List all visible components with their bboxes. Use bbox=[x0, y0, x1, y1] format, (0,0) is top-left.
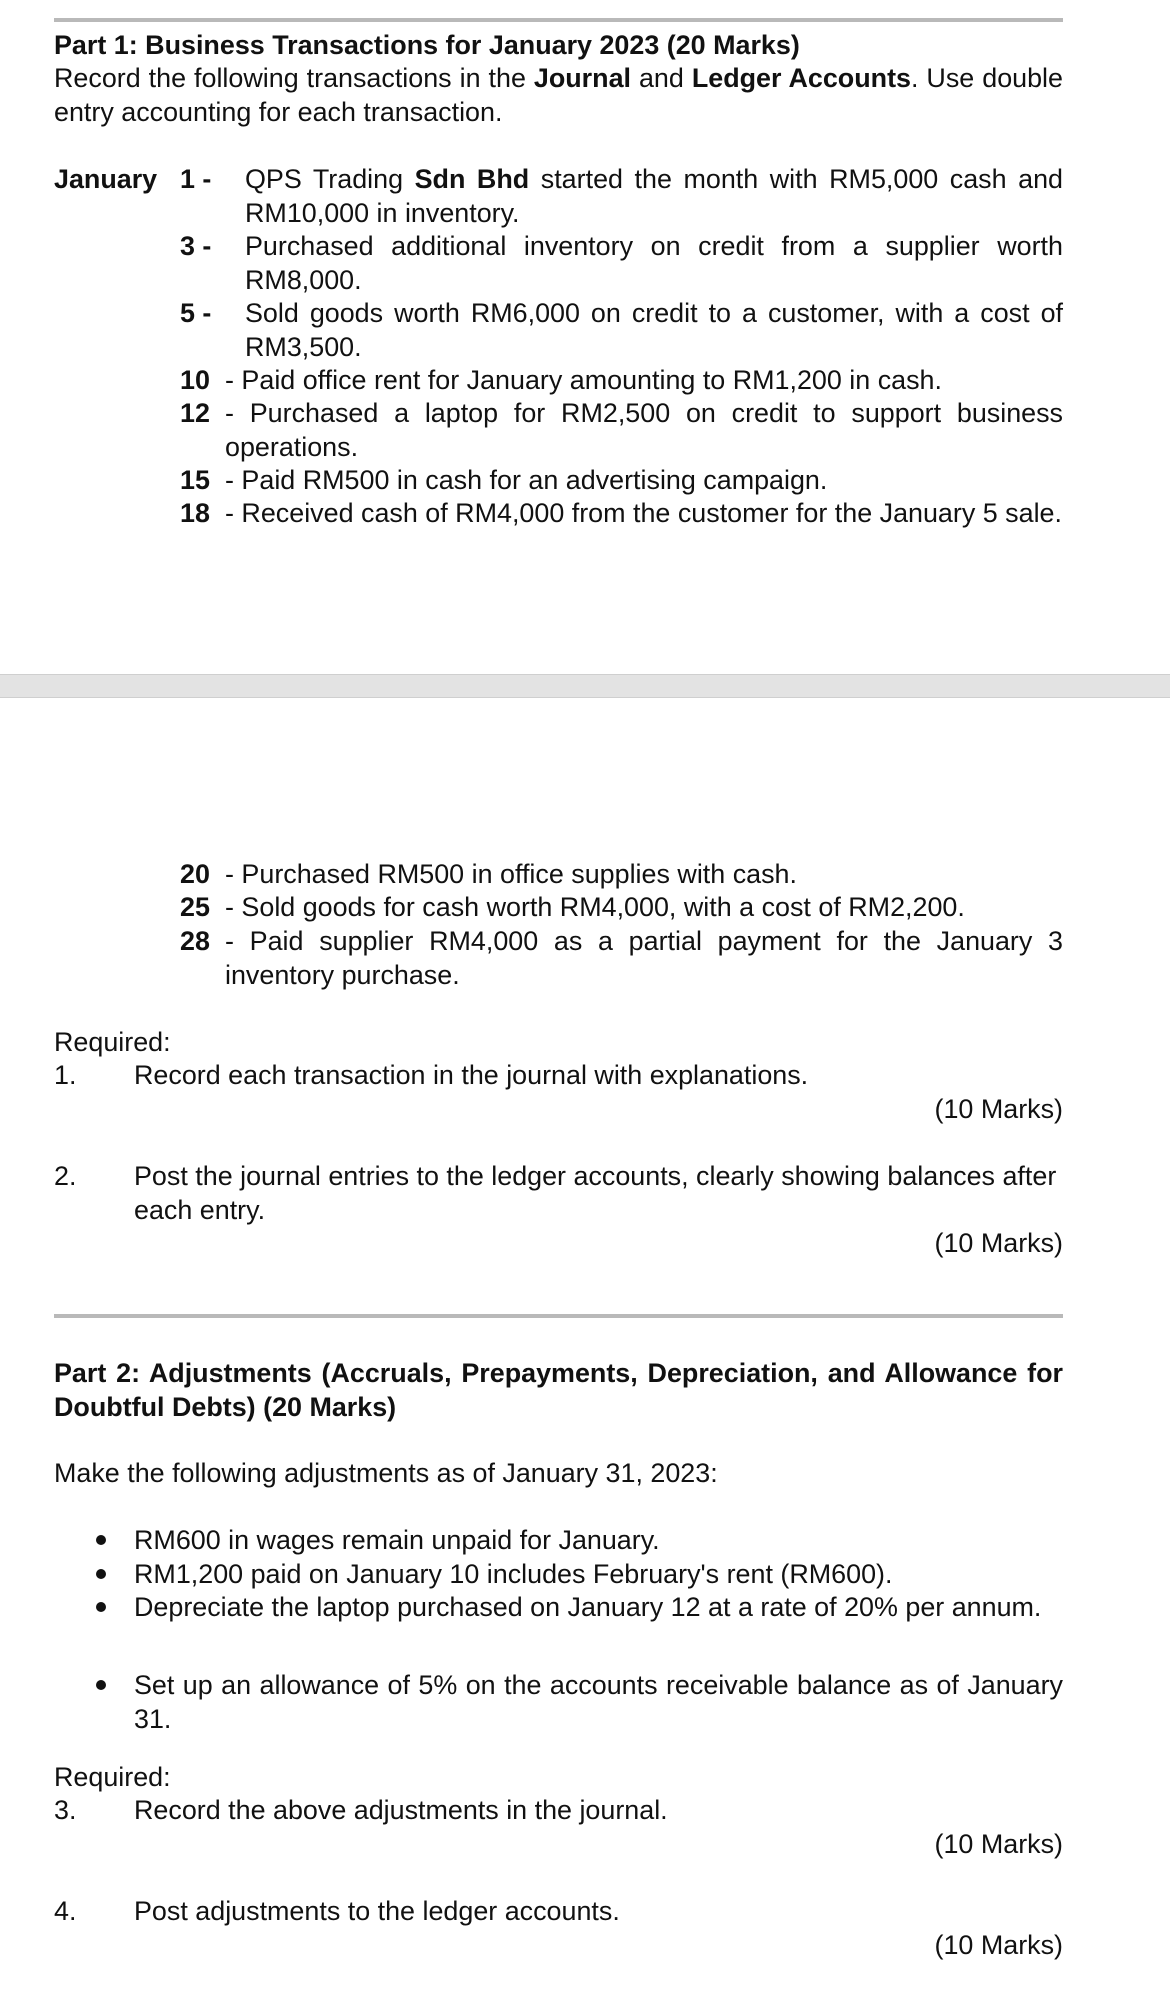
q1-marks: (10 Marks) bbox=[934, 1094, 1063, 1124]
page-break bbox=[0, 674, 1170, 698]
q1-text: Record each transaction in the journal with explanations. bbox=[134, 1060, 809, 1090]
t1-post: started the month with RM5,000 cash and RM10,000 in inventory. bbox=[245, 164, 1064, 228]
adjustment-item: Depreciate the laptop purchased on January 12 at a rate of 20% per annum. bbox=[134, 1592, 1042, 1622]
transaction-12: - Purchased a laptop for RM2,500 on credit to support business operations. bbox=[225, 398, 1063, 462]
transaction-5: Sold goods worth RM6,000 on credit to a customer, with a cost of RM3,500. bbox=[245, 298, 1063, 362]
intro-ledger-bold: Ledger Accounts bbox=[691, 63, 911, 93]
intro-text-pre: Record the following transactions in the bbox=[54, 63, 534, 93]
q4-marks: (10 Marks) bbox=[934, 1930, 1063, 1960]
q2-number: 2. bbox=[54, 1161, 77, 1191]
part1-title: Part 1: Business Transactions for January 2023 (20 Marks) bbox=[54, 30, 800, 60]
part2-required-label: Required: bbox=[54, 1762, 171, 1792]
day-3: 3 - bbox=[180, 231, 212, 261]
adjustment-item: RM600 in wages remain unpaid for January. bbox=[134, 1525, 660, 1555]
transaction-1 bbox=[245, 163, 1063, 230]
section-divider bbox=[54, 1314, 1063, 1318]
day-28: 28 bbox=[180, 926, 210, 956]
adjustment-item: RM1,200 paid on January 10 includes February's rent (RM600). bbox=[134, 1559, 893, 1589]
q1-number: 1. bbox=[54, 1060, 77, 1090]
q2-text: Post the journal entries to the ledger accounts, clearly showing balances after each entry. bbox=[134, 1161, 1057, 1225]
bullet-icon bbox=[96, 1602, 106, 1612]
top-divider bbox=[54, 18, 1063, 22]
transaction-25: - Sold goods for cash worth RM4,000, with a cost of RM2,200. bbox=[225, 892, 965, 922]
day-5: 5 - bbox=[180, 298, 212, 328]
transaction-10: - Paid office rent for January amounting to RM1,200 in cash. bbox=[225, 365, 942, 395]
part1-intro bbox=[54, 62, 1063, 129]
transaction-3: Purchased additional inventory on credit from a supplier worth RM8,000. bbox=[245, 231, 1063, 295]
intro-text-post: . Use double entry accounting for each transaction. bbox=[54, 63, 1063, 127]
part1-required-label: Required: bbox=[54, 1027, 171, 1057]
bullet-icon bbox=[96, 1535, 106, 1545]
bullet-icon bbox=[96, 1569, 106, 1579]
t1-pre: QPS Trading bbox=[245, 164, 415, 194]
q3-text: Record the above adjustments in the journal. bbox=[134, 1795, 668, 1825]
bullet-icon bbox=[96, 1680, 106, 1690]
part2-title: Part 2: Adjustments (Accruals, Prepayments, Depreciation, and Allowance for Doubtful Debts) (20 Marks) bbox=[54, 1358, 1063, 1422]
q2-marks: (10 Marks) bbox=[934, 1228, 1063, 1258]
q3-number: 3. bbox=[54, 1795, 77, 1825]
intro-journal-bold: Journal bbox=[533, 63, 631, 93]
q4-number: 4. bbox=[54, 1896, 77, 1926]
transaction-15: - Paid RM500 in cash for an advertising campaign. bbox=[225, 465, 828, 495]
day-18: 18 bbox=[180, 498, 210, 528]
q4-text: Post adjustments to the ledger accounts. bbox=[134, 1896, 620, 1926]
day-20: 20 bbox=[180, 859, 210, 889]
q3-marks: (10 Marks) bbox=[934, 1829, 1063, 1859]
transaction-20: - Purchased RM500 in office supplies with cash. bbox=[225, 859, 797, 889]
day-10: 10 bbox=[180, 365, 210, 395]
transaction-28: - Paid supplier RM4,000 as a partial payment for the January 3 inventory purchase. bbox=[225, 926, 1063, 990]
day-12: 12 bbox=[180, 398, 210, 428]
adjustment-item: Set up an allowance of 5% on the accounts receivable balance as of January 31. bbox=[134, 1670, 1063, 1734]
part2-intro: Make the following adjustments as of January 31, 2023: bbox=[54, 1458, 718, 1488]
day-1 bbox=[180, 163, 211, 197]
month-label: January bbox=[54, 164, 158, 194]
transaction-18: - Received cash of RM4,000 from the customer for the January 5 sale. bbox=[225, 498, 1062, 528]
intro-text-and: and bbox=[631, 63, 692, 93]
day-1-text: 1 - bbox=[180, 164, 212, 194]
day-15: 15 bbox=[180, 465, 210, 495]
t1-bold: Sdn Bhd bbox=[414, 164, 530, 194]
day-25: 25 bbox=[180, 892, 210, 922]
